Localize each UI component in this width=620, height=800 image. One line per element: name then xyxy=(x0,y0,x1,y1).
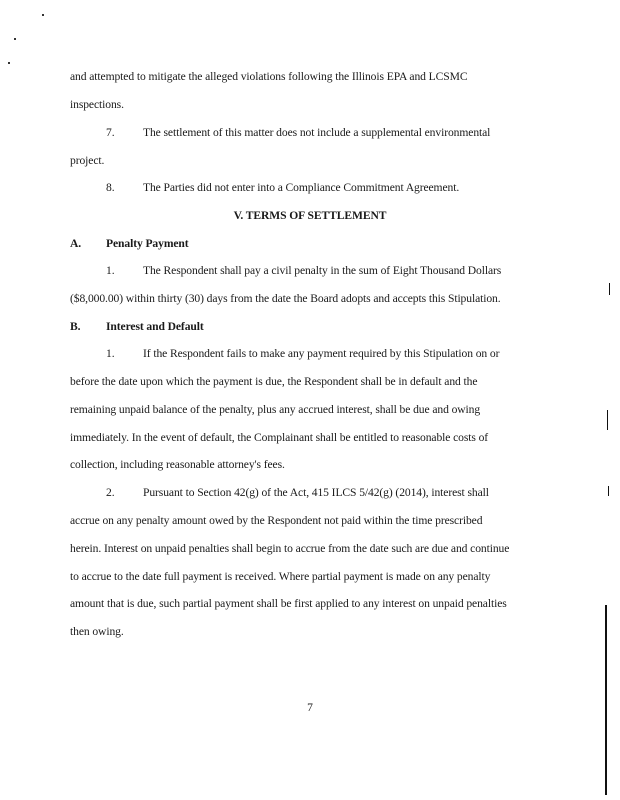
paragraph-line: collection, including reasonable attorney's fees. xyxy=(70,458,285,471)
paragraph-line: amount that is due, such partial payment shall be first applied to any interest on unpaid penalties xyxy=(70,597,507,610)
margin-mark xyxy=(609,283,610,295)
paragraph-number: 8. xyxy=(106,181,115,194)
paragraph-line: inspections. xyxy=(70,98,124,111)
subsection-title: Penalty Payment xyxy=(106,237,189,250)
paragraph-line: Pursuant to Section 42(g) of the Act, 415 ILCS 5/42(g) (2014), interest shall xyxy=(143,486,489,499)
paragraph-line: accrue on any penalty amount owed by the Respondent not paid within the time prescribed xyxy=(70,514,483,527)
paragraph-number: 2. xyxy=(106,486,115,499)
paragraph-line: The Respondent shall pay a civil penalty in the sum of Eight Thousand Dollars xyxy=(143,264,502,277)
paragraph-line: and attempted to mitigate the alleged violations following the Illinois EPA and LCSMC xyxy=(70,70,468,83)
paragraph-number: 1. xyxy=(106,264,115,277)
paragraph-line: before the date upon which the payment is due, the Respondent shall be in default and the xyxy=(70,375,478,388)
paragraph-line: ($8,000.00) within thirty (30) days from the date the Board adopts and accepts this Stipulation. xyxy=(70,292,501,305)
subsection-letter: B. xyxy=(70,320,81,333)
paragraph-line: remaining unpaid balance of the penalty, plus any accrued interest, shall be due and owing xyxy=(70,403,481,416)
paragraph-number: 1. xyxy=(106,347,115,360)
scan-speck xyxy=(42,14,44,16)
page-number: 7 xyxy=(307,701,313,714)
section-title: V. TERMS OF SETTLEMENT xyxy=(233,209,387,222)
scan-speck xyxy=(8,62,10,64)
paragraph-line: project. xyxy=(70,154,105,167)
paragraph-line: immediately. In the event of default, the Complainant shall be entitled to reasonable costs of xyxy=(70,431,489,444)
paragraph-line: herein. Interest on unpaid penalties shall begin to accrue from the date such are due and continue xyxy=(70,542,510,555)
paragraph-line: The Parties did not enter into a Compliance Commitment Agreement. xyxy=(143,181,460,194)
margin-mark xyxy=(605,605,607,795)
paragraph-number: 7. xyxy=(106,126,115,139)
margin-mark xyxy=(607,410,608,430)
margin-mark xyxy=(608,486,609,496)
paragraph-line: The settlement of this matter does not include a supplemental environmental xyxy=(143,126,491,139)
paragraph-line: If the Respondent fails to make any payment required by this Stipulation on or xyxy=(143,347,500,360)
paragraph-line: to accrue to the date full payment is received. Where partial payment is made on any penalty xyxy=(70,570,491,583)
subsection-title: Interest and Default xyxy=(106,320,204,333)
scan-speck xyxy=(14,38,16,40)
paragraph-line: then owing. xyxy=(70,625,124,638)
subsection-letter: A. xyxy=(70,237,82,250)
